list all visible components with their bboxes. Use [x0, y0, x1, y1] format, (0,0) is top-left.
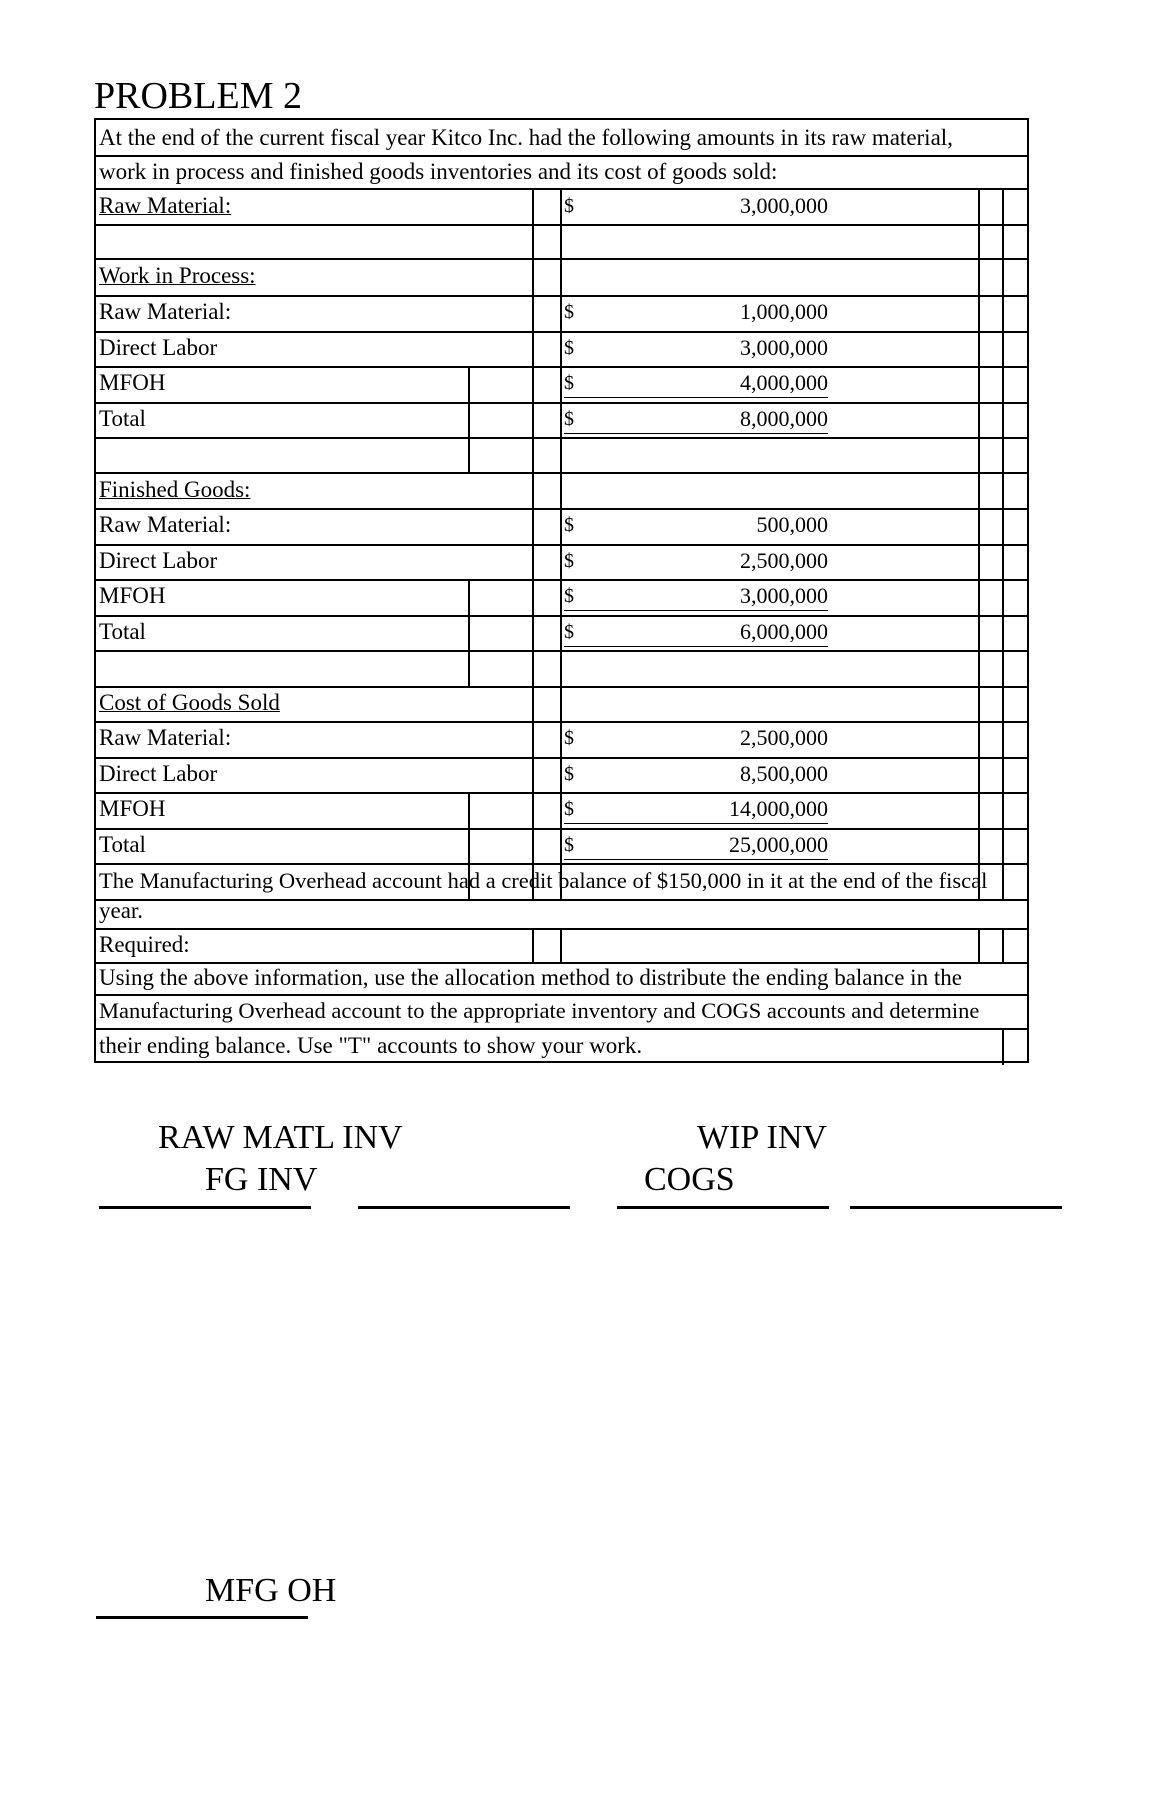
- column-divider: [532, 928, 534, 962]
- fg-label-raw-material: Raw Material:: [99, 512, 232, 537]
- cogs-amount-raw-material: 2,500,000: [740, 725, 828, 750]
- wip-label-total: Total: [99, 406, 146, 431]
- dollar-sign: $: [564, 798, 574, 820]
- column-divider: [468, 579, 470, 686]
- fg-label-direct-labor: Direct Labor: [99, 548, 218, 573]
- cogs-heading: Cost of Goods Sold: [99, 690, 280, 715]
- intro-line-2: work in process and finished goods inventories and its cost of goods sold:: [99, 159, 778, 184]
- wip-amount-direct-labor: 3,000,000: [740, 335, 828, 360]
- fg-amount-total: 6,000,000: [564, 618, 828, 647]
- column-divider: [1002, 928, 1004, 962]
- dollar-sign: $: [564, 727, 574, 749]
- t-account-line: [99, 1206, 311, 1209]
- required-line-3: their ending balance. Use "T" accounts to show your work.: [99, 1033, 643, 1058]
- dollar-sign: $: [564, 372, 574, 394]
- dollar-sign: $: [564, 337, 574, 359]
- dollar-sign: $: [564, 408, 574, 430]
- required-line-2: Manufacturing Overhead account to the appropriate inventory and COGS accounts and determine: [99, 998, 980, 1023]
- wip-label-mfoh: MFOH: [99, 370, 166, 395]
- note-line-1: The Manufacturing Overhead account had a credit balance of $150,000 in it at the end of the fiscal: [99, 868, 988, 893]
- column-divider: [560, 928, 562, 962]
- t-account-line: [617, 1206, 829, 1209]
- fg-label-mfoh: MFOH: [99, 583, 166, 608]
- required-line-1: Using the above information, use the allocation method to distribute the ending balance in the: [99, 965, 962, 990]
- t-account-line: [358, 1206, 570, 1209]
- cogs-amount-total: 25,000,000: [564, 831, 828, 860]
- intro-line-1: At the end of the current fiscal year Kitco Inc. had the following amounts in its raw material,: [99, 125, 953, 150]
- t-account-label-raw-matl-inv: RAW MATL INV: [158, 1119, 403, 1156]
- column-divider: [532, 188, 534, 899]
- dollar-sign: $: [564, 585, 574, 607]
- fg-amount-raw-material: 500,000: [756, 512, 828, 537]
- column-divider: [468, 366, 470, 472]
- cogs-label-mfoh: MFOH: [99, 796, 166, 821]
- t-account-label-wip-inv: WIP INV: [697, 1119, 827, 1156]
- cogs-amount-mfoh: 14,000,000: [564, 795, 828, 824]
- problem-title: PROBLEM 2: [94, 75, 302, 117]
- column-divider: [978, 188, 980, 899]
- dollar-sign: $: [564, 550, 574, 572]
- column-divider: [978, 928, 980, 962]
- column-divider: [560, 188, 562, 899]
- fg-amount-mfoh: 3,000,000: [564, 582, 828, 611]
- wip-amount-mfoh: 4,000,000: [564, 369, 828, 398]
- t-account-label-cogs: COGS: [644, 1161, 735, 1198]
- t-account-label-mfg-oh: MFG OH: [205, 1572, 337, 1609]
- cogs-amount-direct-labor: 8,500,000: [740, 761, 828, 786]
- dollar-sign: $: [564, 301, 574, 323]
- raw-material-amount: 3,000,000: [740, 193, 828, 218]
- dollar-sign: $: [564, 834, 574, 856]
- dollar-sign: $: [564, 763, 574, 785]
- row-divider: [96, 899, 1027, 901]
- dollar-sign: $: [564, 514, 574, 536]
- dollar-sign: $: [564, 621, 574, 643]
- fg-amount-direct-labor: 2,500,000: [740, 548, 828, 573]
- wip-label-raw-material: Raw Material:: [99, 299, 232, 324]
- column-divider: [1002, 1028, 1004, 1065]
- cogs-label-direct-labor: Direct Labor: [99, 761, 218, 786]
- problem-table: [94, 118, 1029, 1063]
- t-account-label-fg-inv: FG INV: [205, 1161, 318, 1198]
- column-divider: [1002, 188, 1004, 899]
- t-account-line: [96, 1616, 308, 1619]
- cogs-label-total: Total: [99, 832, 146, 857]
- cogs-label-raw-material: Raw Material:: [99, 725, 232, 750]
- t-account-line: [850, 1206, 1062, 1209]
- row-divider: [96, 155, 1027, 157]
- fg-label-total: Total: [99, 619, 146, 644]
- row-divider: [96, 1028, 1027, 1030]
- wip-amount-raw-material: 1,000,000: [740, 299, 828, 324]
- note-line-2: year.: [99, 898, 144, 923]
- wip-amount-total: 8,000,000: [564, 405, 828, 434]
- row-divider: [96, 994, 1027, 996]
- fg-heading: Finished Goods:: [99, 477, 251, 502]
- dollar-sign: $: [564, 195, 574, 217]
- wip-heading: Work in Process:: [99, 263, 256, 288]
- required-heading: Required:: [99, 932, 190, 957]
- raw-material-heading: Raw Material:: [99, 193, 232, 218]
- wip-label-direct-labor: Direct Labor: [99, 335, 218, 360]
